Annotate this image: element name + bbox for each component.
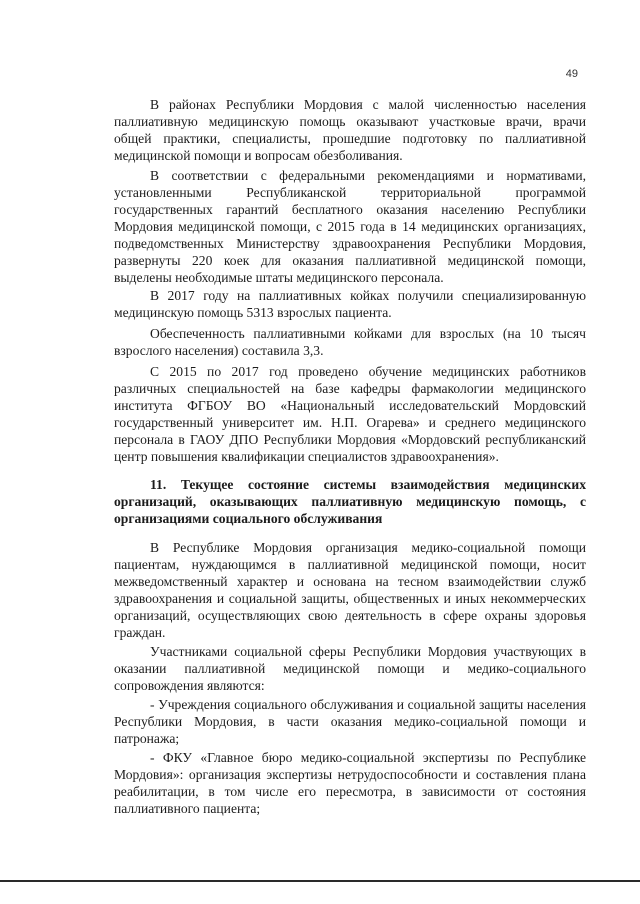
text-line: медицинской помощи и вопросам обезболивания. <box>114 148 403 163</box>
text-line: - ФКУ «Главное бюро медико-социальной экспертизы по Республике <box>150 750 586 765</box>
section-heading-line: организаций, оказывающих паллиативную медицинскую помощь, с <box>114 494 586 509</box>
text-line: патронажа; <box>114 731 180 746</box>
text-line: развернуты 220 коек для оказания паллиативной медицинской помощи, <box>114 253 586 268</box>
text-line: персонала в ГАОУ ДПО Республики Мордовия «Мордовский республиканский <box>114 432 586 447</box>
text-line: Мордовия медицинской помощи, с 2015 года в 14 медицинских организациях, <box>114 219 586 234</box>
text-line: Республики Мордовия, в части оказания медико-социальной помощи и <box>114 714 586 729</box>
text-line: В соответствии с федеральными рекомендациями и нормативами, <box>150 168 586 183</box>
scan-edge-divider <box>0 880 640 882</box>
text-line: различных специальностей на базе кафедры фармакологии медицинского <box>114 381 586 396</box>
text-line: граждан. <box>114 625 166 640</box>
text-line: Мордовия»: организация экспертизы нетрудоспособности и составления плана <box>114 767 586 782</box>
section-heading-line: 11. Текущее состояние системы взаимодействия медицинских <box>150 477 586 492</box>
text-line: - Учреждения социального обслуживания и социальной защиты населения <box>150 697 586 712</box>
section-heading-line: организациями социального обслуживания <box>114 511 383 526</box>
text-line: пациентам, нуждающимся в паллиативной медицинской помощи, носит <box>114 557 586 572</box>
text-line: реабилитации, в том числе его пересмотра, в зависимости от состояния <box>114 784 586 799</box>
text-line: сопровождения являются: <box>114 678 265 693</box>
text-line: В 2017 году на паллиативных койках получили специализированную <box>150 288 586 303</box>
text-line: С 2015 по 2017 год проведено обучение медицинских работников <box>150 364 586 379</box>
text-line: медицинскую помощь 5313 взрослых пациента. <box>114 305 392 320</box>
text-line: взрослого населения) составила 3,3. <box>114 343 324 358</box>
text-line: здравоохранения и социальной защиты, общественных и иных некоммерческих <box>114 591 586 606</box>
text-line: подведомственных Министерству здравоохранения Республики Мордовия, <box>114 236 586 251</box>
text-line: выделены необходимые штаты медицинского персонала. <box>114 270 444 285</box>
text-line: Участниками социальной сферы Республики Мордовия участвующих в <box>150 644 586 659</box>
text-line: организаций, осуществляющих свою деятельность в сфере охраны здоровья <box>114 608 586 623</box>
text-line: установленными Республиканской территориальной программой <box>114 185 586 200</box>
text-line: межведомственный характер и основана на тесном взаимодействии служб <box>114 574 586 589</box>
page-number: 49 <box>565 68 578 80</box>
text-line: Обеспеченность паллиативными койками для взрослых (на 10 тысяч <box>150 326 586 341</box>
text-line: общей практики, специалисты, прошедшие подготовку по паллиативной <box>114 131 586 146</box>
text-line: оказании паллиативной медицинской помощи и медико-социального <box>114 661 586 676</box>
text-line: В Республике Мордовия организация медико-социальной помощи <box>150 540 586 555</box>
text-line: В районах Республики Мордовия с малой численностью населения <box>150 97 586 112</box>
text-line: государственных гарантий бесплатного оказания населению Республики <box>114 202 586 217</box>
text-line: государственный университет им. Н.П. Огарева» и среднего медицинского <box>114 415 586 430</box>
text-line: паллиативную медицинскую помощь оказывают участковые врачи, врачи <box>114 114 586 129</box>
text-line: центр повышения квалификации специалистов здравоохранения». <box>114 449 499 464</box>
text-line: паллиативного пациента; <box>114 801 261 816</box>
text-line: института ФГБОУ ВО «Национальный исследовательский Мордовский <box>114 398 586 413</box>
